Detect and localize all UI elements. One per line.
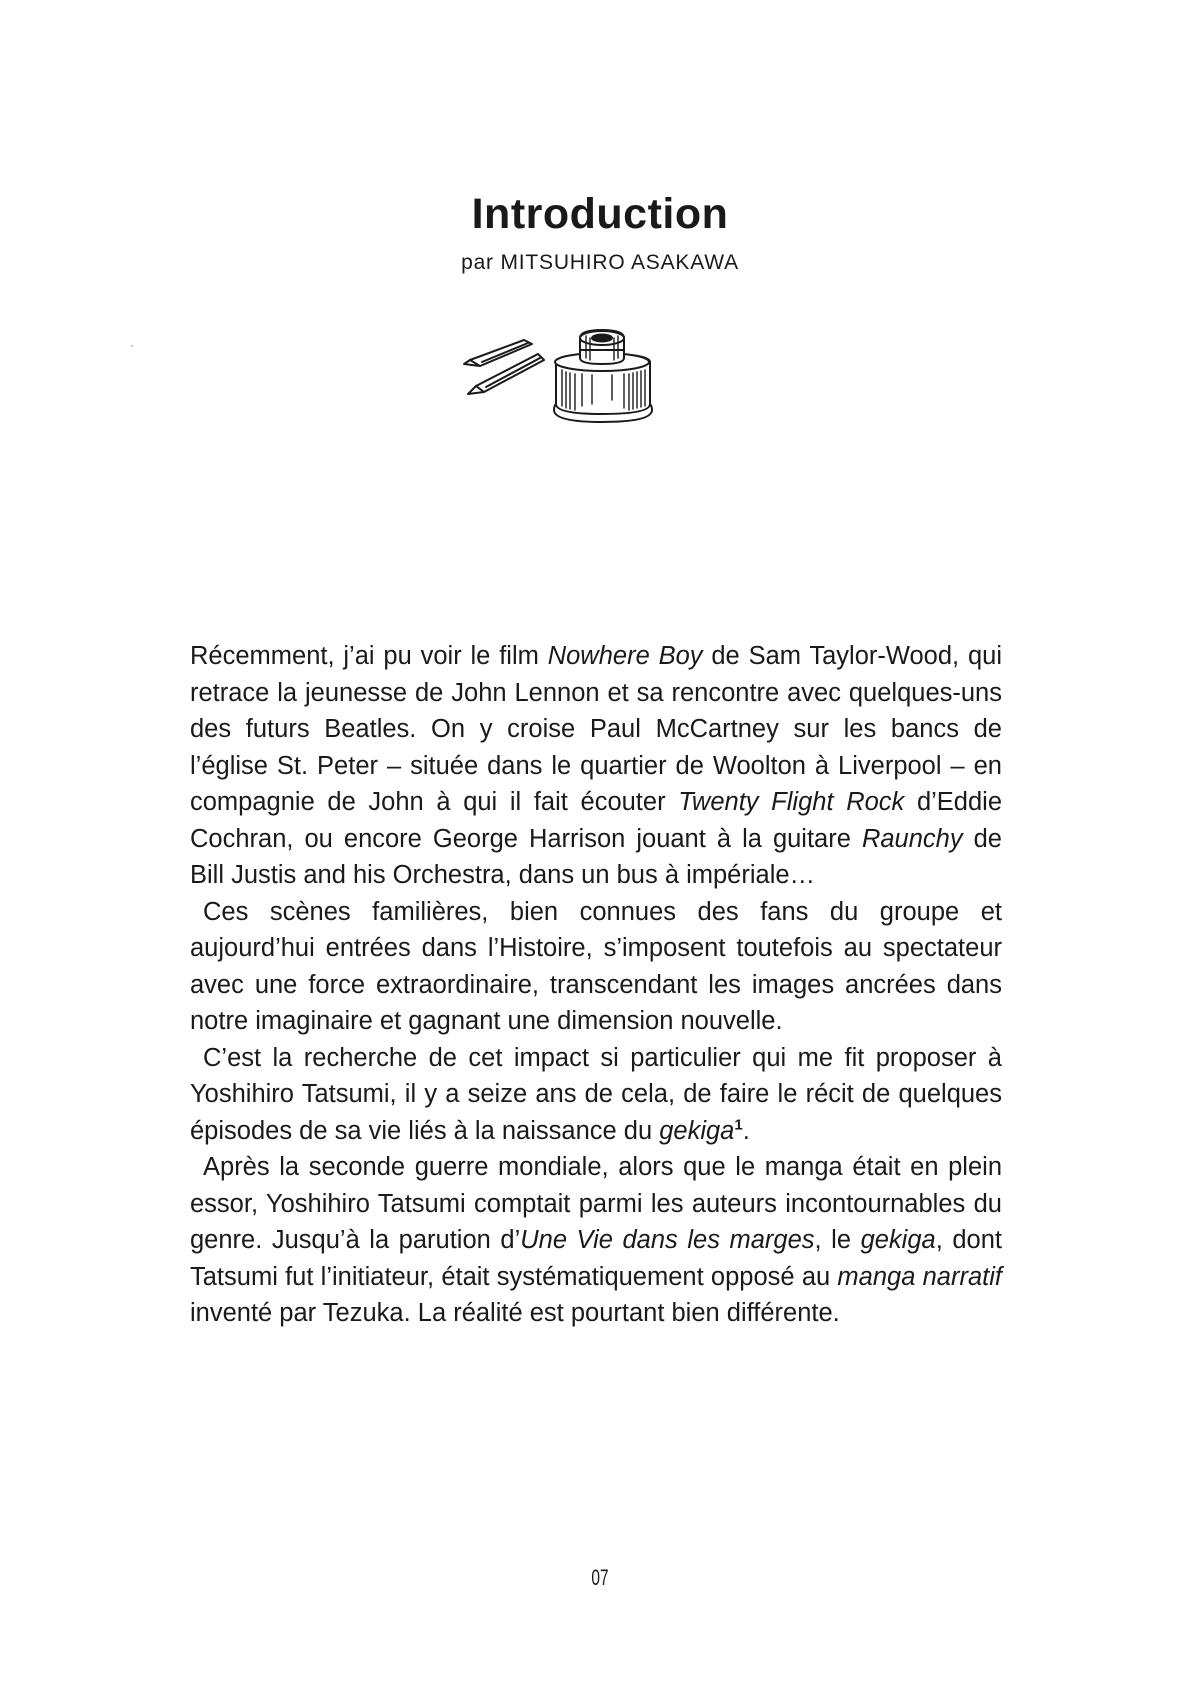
song-title: Twenty Flight Rock (678, 788, 905, 816)
page-number: 07 (591, 1565, 609, 1590)
paragraph-4 (190, 1149, 1002, 1332)
text-run: Après la seconde guerre mondiale, alors que le manga était en plein essor, Yoshihiro Tatsumi comptait parmi les auteurs incontournables du genre. Jusqu’à la parution d’ (190, 1153, 1002, 1254)
paragraph-3 (190, 1040, 1002, 1150)
text-run: C’est la recherche de cet impact si particulier qui me fit proposer à Yoshihiro Tatsumi, il y a seize ans de cela, de faire le récit de quelques épisodes de sa vie liés à la naissance du (190, 1043, 1002, 1145)
emphasis-term: gekiga (860, 1226, 936, 1254)
paragraph-1 (190, 638, 1002, 894)
film-title: Nowhere Boy (547, 642, 703, 670)
text-run: de Bill Justis and his Orchestra, dans un bus à impériale… (190, 824, 1002, 889)
text-run: . (742, 1116, 750, 1145)
text-run: , le (814, 1226, 861, 1254)
page-title: Introduction (471, 190, 729, 238)
paper-speck (131, 345, 133, 347)
text-run: , dont Tatsumi fut l’initiateur, était systématiquement opposé au (190, 1226, 1002, 1291)
emphasis-term: gekiga (659, 1116, 735, 1145)
footnote-marker: 1 (734, 1116, 743, 1133)
emphasis-term: manga narratif (837, 1262, 1002, 1291)
song-title: Raunchy (861, 824, 963, 853)
body-text (190, 638, 1002, 1332)
text-run: Récemment, j’ai pu voir le film (190, 642, 548, 670)
text-run: d’Eddie Cochran, ou encore George Harrison jouant à la guitare (190, 788, 1003, 853)
ink-bottle-and-pens-icon (462, 328, 662, 428)
text-run: de Sam Taylor-Wood, qui retrace la jeunesse de John Lennon et sa rencontre avec quelques-uns des futurs Beatles. On y croise Paul McCartney sur les bancs de l’église St. Peter – située dans le quartier de Woolton à Liverpool – en compagnie de John à qui il fait écouter (190, 642, 1002, 816)
book-title: Une Vie dans les marges (520, 1226, 815, 1254)
author-byline: par MITSUHIRO ASAKAWA (461, 251, 739, 274)
paragraph-2: Ces scènes familières, bien connues des fans du groupe et aujourd’hui entrées dans l’Histoire, s’imposent toutefois au spectateur avec une force extraordinaire, transcendant les images ancrées dans notre imaginaire et gagnant une dimension nouvelle. (190, 897, 1002, 1035)
text-run: inventé par Tezuka. La réalité est pourtant bien différente. (190, 1299, 840, 1327)
